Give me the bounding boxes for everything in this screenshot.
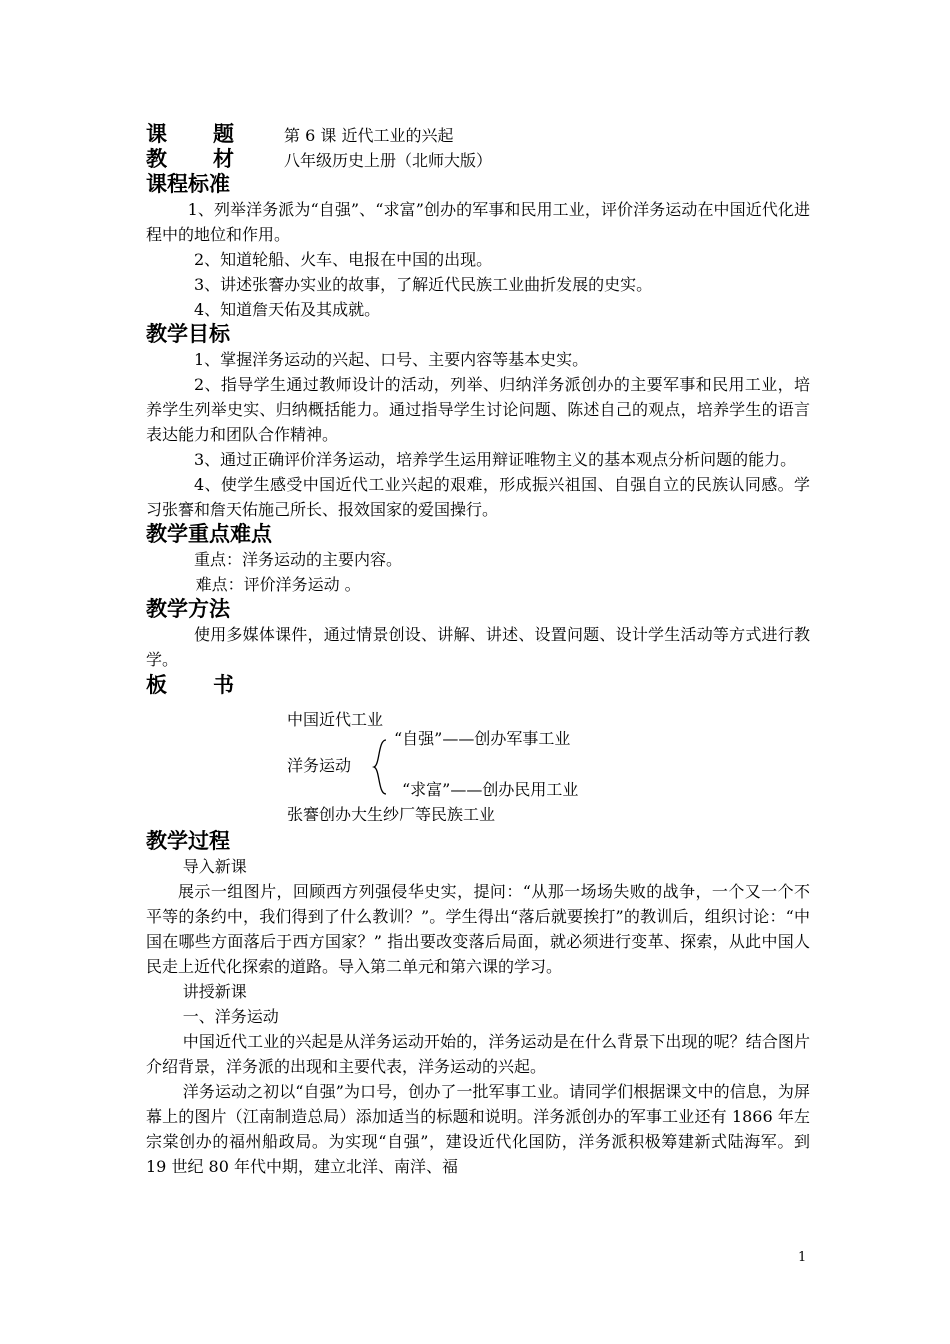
lesson-label-char: 题 <box>213 122 234 146</box>
section1-title: 一、洋务运动 <box>182 1007 279 1026</box>
goal-item: 4、使学生感受中国近代工业兴起的艰难，形成振兴祖国、自强自立的民族认同感。学习张謇和詹天佑施己所长、报效国家的爱国操行。 <box>146 475 810 519</box>
textbook-label-char: 材 <box>213 147 234 171</box>
board-line-industry: 中国近代工业 <box>287 710 384 729</box>
lesson-row <box>146 122 810 147</box>
goal-item: 2、指导学生通过教师设计的活动，列举、归纳洋务派创办的主要军事和民用工业，培养学生列举史实、归纳概括能力。通过指导学生讨论问题、陈述自己的观点，培养学生的语言表达能力和团队合作精神。 <box>146 375 810 444</box>
section1-para1: 中国近代工业的兴起是从洋务运动开始的，洋务运动是在什么背景下出现的呢？结合图片介绍背景，洋务派的出现和主要代表，洋务运动的兴起。 <box>146 1032 810 1076</box>
curriculum-item: 2、知道轮船、火车、电报在中国的出现。 <box>194 250 493 269</box>
methods-text: 使用多媒体课件，通过情景创设、讲解、讲述、设置问题、设计学生活动等方式进行教学。 <box>146 625 810 669</box>
brace-icon <box>372 739 388 795</box>
teach-label: 讲授新课 <box>182 982 247 1001</box>
process-heading: 教学过程 <box>146 829 230 853</box>
lesson-value: 第 6 课 近代工业的兴起 <box>284 126 454 145</box>
difficulty-text: 难点：评价洋务运动 。 <box>195 575 361 594</box>
textbook-value: 八年级历史上册（北师大版） <box>284 151 493 170</box>
board-line-westernization: 洋务运动 <box>287 756 352 775</box>
intro-text: 展示一组图片，回顾西方列强侵华史实，提问：“从那一场场失败的战争，一个又一个不平等的条约中，我们得到了什么教训？”。学生得出“落后就要挨打”的教训后，组织讨论：“中国在哪些方面落后于西方国家？” 指出要改变落后局面，就必须进行变革、探索，从此中国人民走上近代化探索的道路。导入第二单元和第六课的学习。 <box>146 882 810 976</box>
document-body <box>146 122 810 1179</box>
board-line-self-strengthening-text: “自强”——创办军事工业 <box>394 729 571 748</box>
board-heading <box>146 672 810 699</box>
textbook-row <box>146 147 810 172</box>
textbook-label-char: 教 <box>146 147 167 171</box>
lesson-label <box>146 122 284 147</box>
board-heading-char: 书 <box>213 673 234 697</box>
board-heading-char: 板 <box>146 673 167 697</box>
curriculum-heading: 课程标准 <box>146 172 230 196</box>
board-line-self-strengthening <box>394 729 570 749</box>
curriculum-item: 4、知道詹天佑及其成就。 <box>194 300 381 319</box>
page-number: 1 <box>798 1250 807 1265</box>
section1-para2: 洋务运动之初以“自强”为口号，创办了一批军事工业。请同学们根据课文中的信息，为屏幕上的图片（江南制造总局）添加适当的标题和说明。洋务派创办的军事工业还有 1866 年左宗棠创办的福州船政局。为实现“自强”，建设近代化国防，洋务派积极筹建新式陆海军。到 19 世纪 80 年代中期，建立北洋、南洋、福 <box>146 1082 810 1176</box>
intro-label: 导入新课 <box>182 857 247 876</box>
goals-heading: 教学目标 <box>146 322 230 346</box>
goal-item: 3、通过正确评价洋务运动，培养学生运用辩证唯物主义的基本观点分析问题的能力。 <box>194 450 797 469</box>
curriculum-item: 3、讲述张謇办实业的故事，了解近代民族工业曲折发展的史实。 <box>194 275 653 294</box>
board-line-zhang-jian <box>287 802 495 821</box>
key-points-heading: 教学重点难点 <box>146 522 272 546</box>
lesson-label-char: 课 <box>146 122 167 146</box>
goal-item: 1、掌握洋务运动的兴起、口号、主要内容等基本史实。 <box>194 350 589 369</box>
focus-text: 重点：洋务运动的主要内容。 <box>194 550 403 569</box>
blackboard-outline <box>146 701 810 829</box>
board-line-zhang-jian-text: 张謇创办大生纱厂等民族工业 <box>287 805 496 821</box>
methods-heading: 教学方法 <box>146 597 230 621</box>
curriculum-item: 1、列举洋务派为“自强”、“求富”创办的军事和民用工业，评价洋务运动在中国近代化进程中的地位和作用。 <box>146 200 810 244</box>
textbook-label <box>146 147 284 172</box>
board-line-prosperity: “求富”——创办民用工业 <box>402 780 579 799</box>
